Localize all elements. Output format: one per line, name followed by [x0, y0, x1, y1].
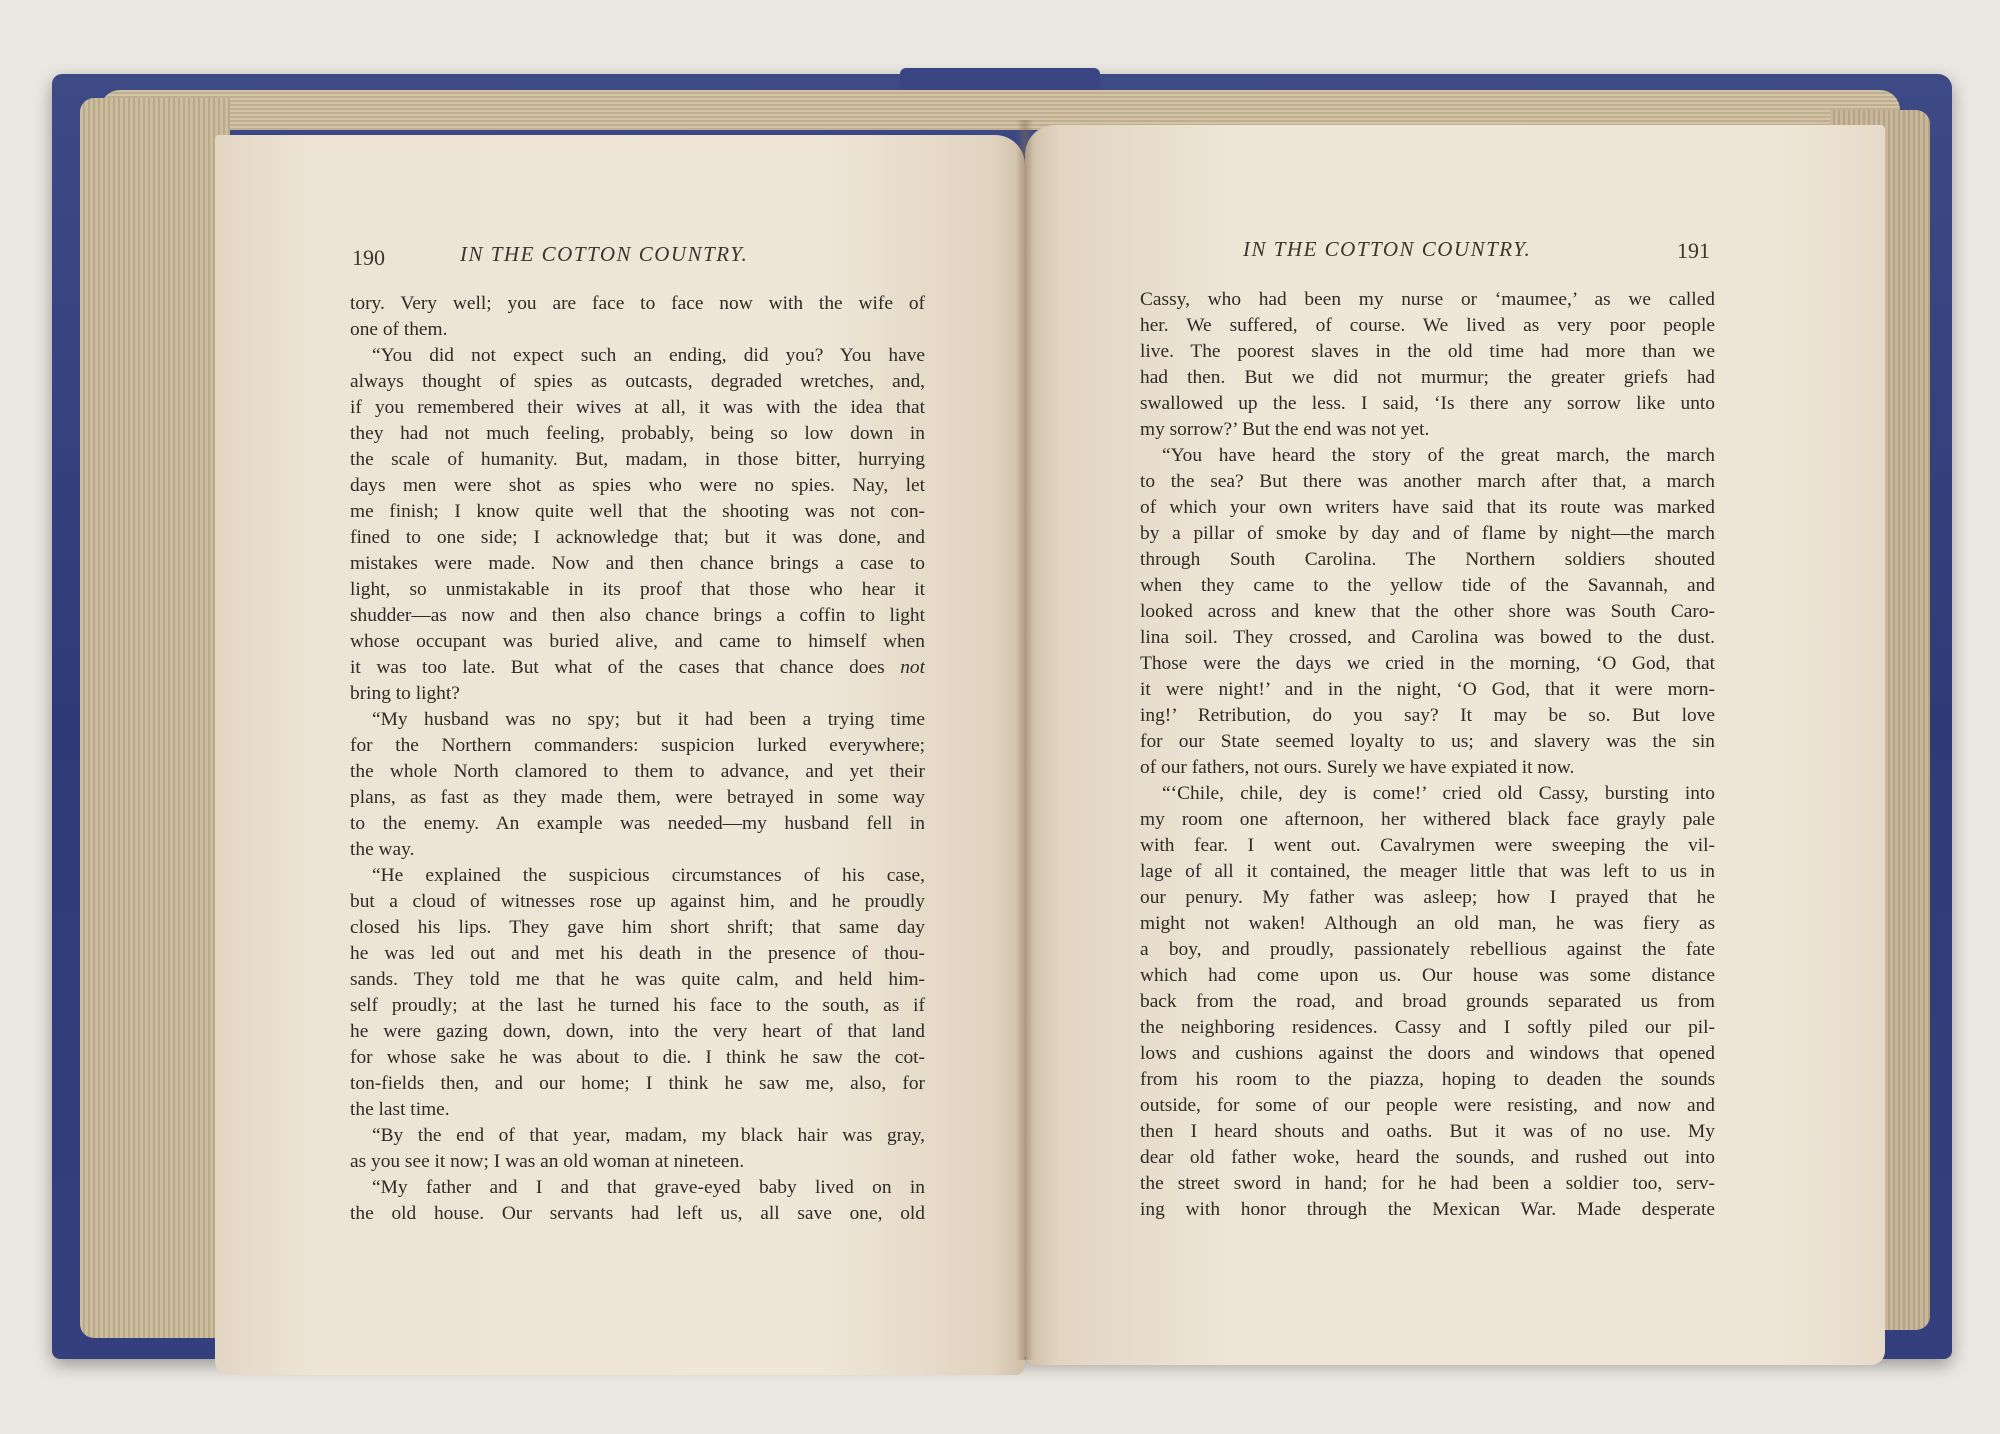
- text-line: they had not much feeling, probably, being so low down in: [350, 423, 925, 444]
- right-page-body-text: [1140, 287, 1715, 1223]
- page-edges-top: [100, 90, 1900, 130]
- text-line: “By the end of that year, madam, my black hair was gray,: [372, 1125, 925, 1146]
- text-line: my room one afternoon, her withered black face grayly pale: [1140, 809, 1715, 830]
- italic-emphasis: not: [900, 657, 925, 678]
- text-line: to the enemy. An example was needed—my husband fell in: [350, 813, 925, 834]
- right-page-number: 191: [1677, 238, 1710, 263]
- book-gutter: [1016, 120, 1034, 1360]
- text-line: of which your own writers have said that its route was marked: [1140, 497, 1715, 518]
- text-line: “He explained the suspicious circumstances of his case,: [372, 865, 925, 886]
- text-line: our penury. My father was asleep; how I prayed that he: [1140, 887, 1715, 908]
- text-line: outside, for some of our people were resisting, and now and: [1140, 1095, 1715, 1116]
- text-line: tory. Very well; you are face to face now with the wife of: [350, 293, 925, 314]
- text-line: “My husband was no spy; but it had been a trying time: [372, 709, 925, 730]
- text-line: when they came to the yellow tide of the Savannah, and: [1140, 575, 1715, 596]
- text-line: me finish; I know quite well that the shooting was not con-: [350, 501, 925, 522]
- text-line: might not waken! Although an old man, he was fiery as: [1140, 913, 1715, 934]
- text-line: for whose sake he was about to die. I think he saw the cot-: [350, 1047, 925, 1068]
- text-line: “My father and I and that grave-eyed baby lived on in: [372, 1177, 925, 1198]
- text-line: the scale of humanity. But, madam, in those bitter, hurrying: [350, 449, 925, 470]
- text-line: looked across and knew that the other shore was South Caro-: [1140, 601, 1715, 622]
- text-line: but a cloud of witnesses rose up against him, and he proudly: [350, 891, 925, 912]
- right-running-head: IN THE COTTON COUNTRY.: [1243, 237, 1532, 261]
- text-line: Those were the days we cried in the morning, ‘O God, that: [1140, 653, 1715, 674]
- text-line: “‘Chile, chile, dey is come!’ cried old Cassy, bursting into: [1162, 783, 1715, 804]
- text-line: which had come upon us. Our house was some distance: [1140, 965, 1715, 986]
- text-line: always thought of spies as outcasts, degraded wretches, and,: [350, 371, 925, 392]
- text-line: one of them.: [350, 319, 448, 340]
- text-line: bring to light?: [350, 683, 460, 704]
- text-line: the way.: [350, 839, 415, 860]
- text-line: plans, as fast as they made them, were betrayed in some way: [350, 787, 925, 808]
- text-line: her. We suffered, of course. We lived as very poor people: [1140, 315, 1715, 336]
- text-line: for the Northern commanders: suspicion lurked everywhere;: [350, 735, 925, 756]
- text-line: light, so unmistakable in its proof that those who hear it: [350, 579, 925, 600]
- left-page-number: 190: [352, 245, 385, 270]
- text-line: my sorrow?’ But the end was not yet.: [1140, 419, 1430, 440]
- text-line: he was led out and met his death in the presence of thou-: [350, 943, 925, 964]
- text-line: then I heard shouts and oaths. But it was of no use. My: [1140, 1121, 1715, 1142]
- text-line: live. The poorest slaves in the old time had more than we: [1140, 341, 1715, 362]
- text-line: “You did not expect such an ending, did you? You have: [372, 345, 925, 366]
- text-line: with fear. I went out. Cavalrymen were sweeping the vil-: [1140, 835, 1715, 856]
- text-line: lina soil. They crossed, and Carolina was bowed to the dust.: [1140, 627, 1715, 648]
- text-line: through South Carolina. The Northern soldiers shouted: [1140, 549, 1715, 570]
- text-line: whose occupant was buried alive, and came to himself when: [350, 631, 925, 652]
- text-line: Cassy, who had been my nurse or ‘maumee,’ as we called: [1140, 289, 1715, 310]
- text-line: had then. But we did not murmur; the greater griefs had: [1140, 367, 1715, 388]
- text-line: of our fathers, not ours. Surely we have expiated it now.: [1140, 757, 1575, 778]
- text-line: the last time.: [350, 1099, 450, 1120]
- text-line: closed his lips. They gave him short shrift; that same day: [350, 917, 925, 938]
- text-line: from his room to the piazza, hoping to deaden the sounds: [1140, 1069, 1715, 1090]
- text-line: the neighboring residences. Cassy and I softly piled our pil-: [1140, 1017, 1715, 1038]
- text-line: days men were shot as spies who were no spies. Nay, let: [350, 475, 925, 496]
- text-line: ing!’ Retribution, do you say? It may be so. But love: [1140, 705, 1715, 726]
- text-line: it were night!’ and in the night, ‘O God, that it were morn-: [1140, 679, 1715, 700]
- text-line: shudder—as now and then also chance brings a coffin to light: [350, 605, 925, 626]
- text-line: as you see it now; I was an old woman at nineteen.: [350, 1151, 745, 1172]
- text-line: lage of all it contained, the meager little that was left to us in: [1140, 861, 1715, 882]
- text-line: ing with honor through the Mexican War. Made desperate: [1140, 1199, 1715, 1220]
- text-line: the street sword in hand; for he had been a soldier too, serv-: [1140, 1173, 1715, 1194]
- left-page-body-text: [350, 291, 925, 1227]
- text-line: “You have heard the story of the great march, the march: [1162, 445, 1715, 466]
- text-line: swallowed up the less. I said, ‘Is there any sorrow like unto: [1140, 393, 1715, 414]
- text-line: for our State seemed loyalty to us; and slavery was the sin: [1140, 731, 1715, 752]
- text-line: lows and cushions against the doors and windows that opened: [1140, 1043, 1715, 1064]
- text-line: a boy, and proudly, passionately rebellious against the fate: [1140, 939, 1715, 960]
- text-line: sands. They told me that he was quite calm, and held him-: [350, 969, 925, 990]
- page-edges-left: [80, 98, 230, 1338]
- text-line: mistakes were made. Now and then chance brings a case to: [350, 553, 925, 574]
- text-line: he were gazing down, down, into the very heart of that land: [350, 1021, 925, 1042]
- text-line: by a pillar of smoke by day and of flame by night—the march: [1140, 523, 1715, 544]
- text-line: if you remembered their wives at all, it was with the idea that: [350, 397, 925, 418]
- text-line: dear old father woke, heard the sounds, and rushed out into: [1140, 1147, 1715, 1168]
- text-line: the whole North clamored to them to advance, and yet their: [350, 761, 925, 782]
- text-line: ton-fields then, and our home; I think he saw me, also, for: [350, 1073, 925, 1094]
- text-line: it was too late. But what of the cases that chance does not: [350, 657, 925, 678]
- text-line: fined to one side; I acknowledge that; but it was done, and: [350, 527, 925, 548]
- text-line: the old house. Our servants had left us, all save one, old: [350, 1203, 925, 1224]
- text-line: back from the road, and broad grounds separated us from: [1140, 991, 1715, 1012]
- text-line: to the sea? But there was another march after that, a march: [1140, 471, 1715, 492]
- text-line: self proudly; at the last he turned his face to the south, as if: [350, 995, 925, 1016]
- left-running-head: IN THE COTTON COUNTRY.: [460, 242, 749, 266]
